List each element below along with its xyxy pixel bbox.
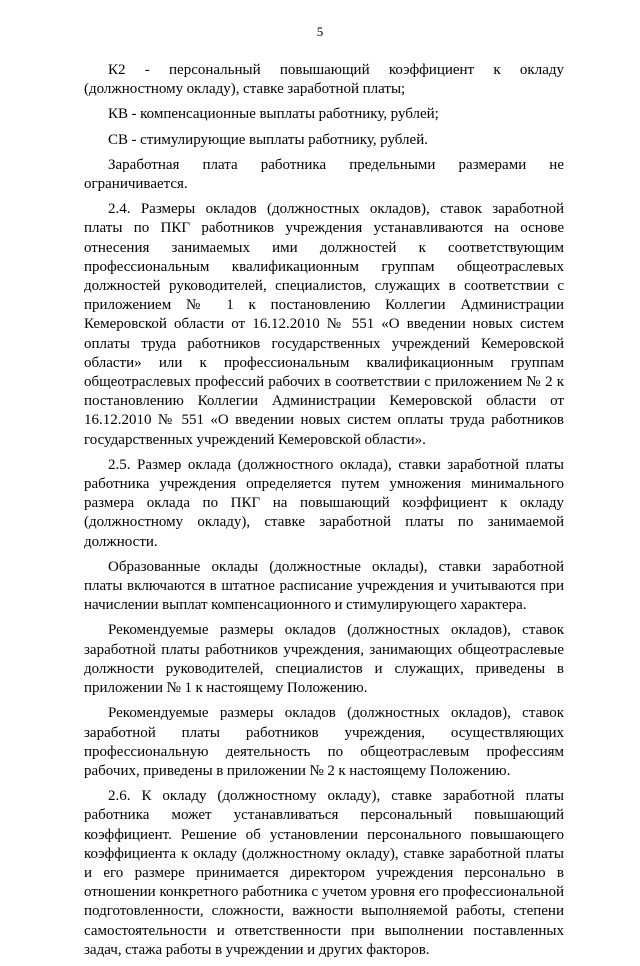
- paragraph-section-2-4: 2.4. Размеры окладов (должностных окладов), ставок заработной платы по ПКГ работников учреждения устанавливаются на основе отнесения занимаемых ими должностей к соответствующим профессиональным квалификационным группам общеотраслевых должностей руководителей, специалистов, служащих в соответствии с приложением № 1 к постановлению Коллегии Администрации Кемеровской области от 16.12.2010 № 551 «О введении новых систем оплаты труда работников государственных учреждений Кемеровской области» или к профессиональным квалификационным группам общеотраслевых профессий рабочих в соответствии с приложением № 2 к постановлению Коллегии Администрации Кемеровской области от 16.12.2010 № 551 «О введении новых систем оплаты труда работников государственных учреждений Кемеровской области».: [84, 201, 564, 448]
- paragraph-staffing-schedule: Образованные оклады (должностные оклады), ставки заработной платы включаются в штатное расписание учреждения и учитываются при начислении выплат компенсационного и стимулирующего характера.: [84, 558, 564, 614]
- document-body: [84, 61, 564, 966]
- paragraph-k2-definition: К2 - персональный повышающий коэффициент к окладу (должностному окладу), ставке заработной платы;: [84, 62, 564, 98]
- page-number: 5: [316, 24, 324, 39]
- paragraph-section-2-5: 2.5. Размер оклада (должностного оклада), ставки заработной платы работника учреждения определяется путем умножения минимального размера оклада по ПКГ на повышающий коэффициент к окладу (должностному окладу), ставке заработной платы по занимаемой должности.: [84, 456, 564, 550]
- paragraph-kv-definition: КВ - компенсационные выплаты работнику, рублей;: [108, 106, 439, 123]
- paragraph-recommended-salaries-staff: Рекомендуемые размеры окладов (должностных окладов), ставок заработной платы работников учреждения, занимающих общеотраслевые должности руководителей, специалистов и служащих, приведены в приложении № 1 к настоящему Положению.: [84, 622, 564, 697]
- paragraph-salary-no-limit: Заработная плата работника предельными размерами не ограничивается.: [84, 156, 564, 193]
- paragraph-sv-definition: СВ - стимулирующие выплаты работнику, рублей.: [108, 131, 428, 148]
- paragraph-section-2-6: 2.6. К окладу (должностному окладу), ставке заработной платы работника может устанавливаться персональный повышающий коэффициент. Решение об установлении персонального повышающего коэффициента к окладу (должностному окладу), ставке заработной платы и его размере принимается директором учреждения персонально в отношении конкретного работника с учетом уровня его профессиональной подготовленности, сложности, важности выполняемой работы, степени самостоятельности и ответственности при выполнении поставленных задач, стажа работы в учреждении и других факторов.: [84, 788, 564, 958]
- paragraph-recommended-salaries-workers: Рекомендуемые размеры окладов (должностных окладов), ставок заработной платы работников учреждения, осуществляющих профессиональную деятельность по общеотраслевым профессиям рабочих, приведены в приложении № 2 к настоящему Положению.: [84, 705, 564, 779]
